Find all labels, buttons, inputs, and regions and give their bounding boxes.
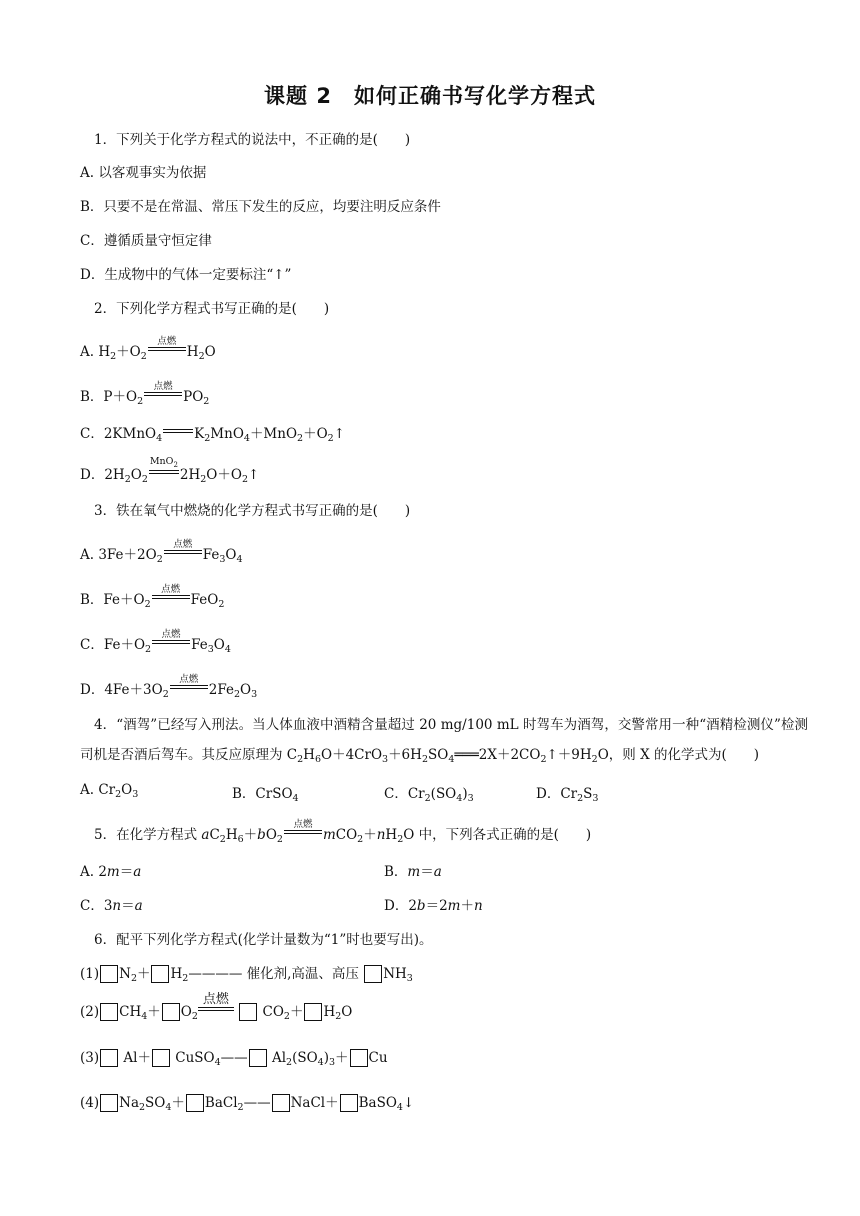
question-2-stem: 2．下列化学方程式书写正确的是( ) bbox=[94, 301, 330, 317]
question-2-option-a: A. $H_2+O_2$ 点燃 $H_2O$ bbox=[80, 336, 216, 362]
equation-2: (2) $CH_4+ O_2$ 点燃 $CO_2+ H_2O$ bbox=[80, 992, 353, 1022]
question-6-stem: 6．配平下列化学方程式(化学计量数为“1”时也要写出)。 bbox=[94, 932, 433, 948]
coefficient-box[interactable] bbox=[304, 1003, 322, 1021]
question-3-option-c: C．$Fe+O_2$ 点燃 $Fe_3O_4$ bbox=[80, 629, 231, 655]
question-4-stem: 4．“酒驾”已经写入刑法。当人体血液中酒精含量超过 20 mg/100 mL 时驾车为酒驾，交警常用一种“酒精检测仪”检测司机是否酒后驾车。其反应原理为 $C_2H_6O+4CrO_3+6H_2SO_4═══2X+2CO_2↑+9H_2O$，则 X 的化学式为( ) bbox=[80, 717, 808, 765]
coefficient-box[interactable] bbox=[152, 1049, 170, 1067]
coefficient-box[interactable] bbox=[100, 1094, 118, 1112]
question-3-option-b: B．$Fe+O_2$ 点燃 FeO$_2$ bbox=[80, 584, 225, 610]
question-2-option-b: B．$P+O_2$ 点燃 $PO_2$ bbox=[80, 381, 210, 407]
equation-4: (4) $Na_2SO_4+$ BaCl$_2$—— NaCl＋ BaSO$_4$↓ bbox=[80, 1095, 415, 1113]
question-3-option-d: D．$4Fe+3O_2$ 点燃 $2Fe_2O_3$ bbox=[80, 674, 258, 700]
question-4-option-d: D．$Cr_2S_3$ bbox=[536, 786, 599, 804]
question-5-option-a: A. 2m＝a bbox=[80, 864, 142, 880]
coefficient-box[interactable] bbox=[340, 1094, 358, 1112]
question-3-stem: 3．铁在氧气中燃烧的化学方程式书写正确的是( ) bbox=[94, 503, 411, 519]
coefficient-box[interactable] bbox=[272, 1094, 290, 1112]
coefficient-box[interactable] bbox=[100, 965, 118, 983]
reaction-condition: 点燃 bbox=[198, 1004, 234, 1016]
equation-1: (1) $N_2+$ $H_2————$ 催化剂,高温、高压 $NH_3$ bbox=[80, 966, 413, 984]
question-1-option-b: B．只要不是在常温、常压下发生的反应，均要注明反应条件 bbox=[80, 199, 441, 215]
question-4-option-c: C．$Cr_2(SO_4)_3$ bbox=[384, 786, 474, 804]
coefficient-box[interactable] bbox=[151, 965, 169, 983]
reaction-condition: 点燃 bbox=[284, 828, 322, 838]
question-2-option-d: D．$2H_2O_2$ MnO$_2$ $2H_2O+O_2↑$ bbox=[80, 456, 260, 485]
coefficient-box[interactable] bbox=[350, 1049, 368, 1067]
reaction-condition: 点燃 bbox=[144, 390, 182, 400]
coefficient-box[interactable] bbox=[100, 1003, 118, 1021]
question-1-option-c: C．遵循质量守恒定律 bbox=[80, 233, 212, 249]
question-5-stem: 5．在化学方程式 $aC_2H_6+bO_2$ 点燃 $mCO_2+nH_2O$ 中，下列各式正确的是( ) bbox=[94, 819, 592, 845]
question-5-option-b: B．m＝a bbox=[384, 864, 442, 880]
reaction-condition: 点燃 bbox=[164, 548, 202, 558]
reaction-condition: 点燃 bbox=[152, 593, 190, 603]
question-4-option-a: A. $Cr_2O_3$ bbox=[80, 782, 139, 800]
question-4-option-b: B．CrSO$_4$ bbox=[232, 786, 299, 804]
question-5-option-d: D．2b＝2m＋n bbox=[384, 898, 483, 914]
question-1-option-d: D．生成物中的气体一定要标注“↑” bbox=[80, 267, 292, 283]
equation-3: (3) Al＋ CuSO$_4$—— $Al_2(SO_4)_3+ Cu$ bbox=[80, 1050, 388, 1068]
coefficient-box[interactable] bbox=[239, 1003, 257, 1021]
coefficient-box[interactable] bbox=[364, 965, 382, 983]
question-1-stem: 1．下列关于化学方程式的说法中，不正确的是( ) bbox=[94, 132, 411, 148]
coefficient-box[interactable] bbox=[249, 1049, 267, 1067]
question-1-option-a: A. 以客观事实为依据 bbox=[80, 165, 207, 181]
reaction-condition: 点燃 bbox=[152, 638, 190, 648]
coefficient-box[interactable] bbox=[100, 1049, 118, 1067]
question-2-option-c: C．2KMnO$_4$ $K_2MnO_4+MnO_2+O_2↑$ bbox=[80, 426, 346, 444]
question-3-option-a: A. $3Fe+2O_2$ 点燃 $Fe_3O_4$ bbox=[80, 539, 243, 565]
coefficient-box[interactable] bbox=[162, 1003, 180, 1021]
reaction-condition: 点燃 bbox=[148, 345, 186, 355]
page-title: 课题 2 如何正确书写化学方程式 bbox=[264, 84, 596, 108]
reaction-condition: 点燃 bbox=[170, 683, 208, 693]
reaction-condition: MnO$_2$ bbox=[149, 468, 179, 478]
question-5-option-c: C．3n＝a bbox=[80, 898, 143, 914]
coefficient-box[interactable] bbox=[186, 1094, 204, 1112]
